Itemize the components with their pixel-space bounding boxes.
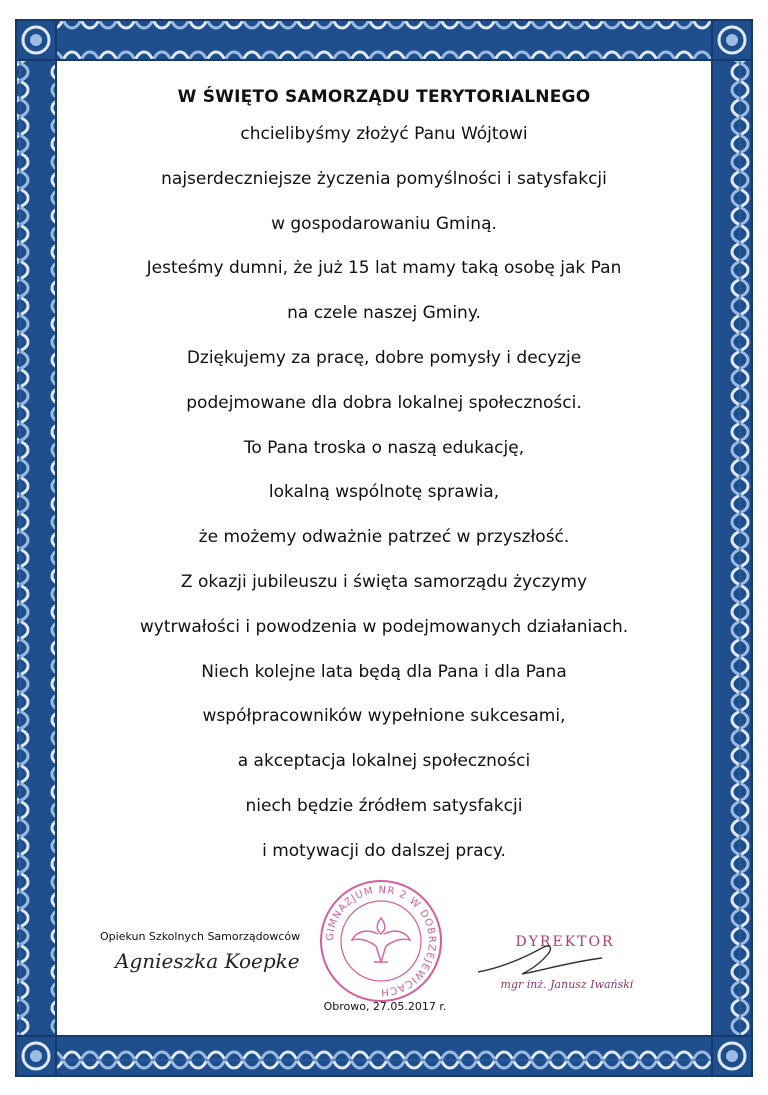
greeting-line: lokalną wspólnotę sprawia,: [268, 482, 500, 503]
guardian-signature: Agnieszka Koepke: [115, 949, 300, 973]
greeting-line: że możemy odważnie patrzeć w przyszłość.: [198, 527, 570, 548]
greeting-line: niech będzie źródłem satysfakcji: [245, 795, 523, 816]
greeting-line: Z okazji jubileuszu i święta samorządu życzymy: [180, 571, 588, 592]
corner-ornament-icon: [16, 20, 56, 60]
stamp-text: GIMNAZJUM NR 2 W DOBRZEJEWICACH: [324, 884, 438, 998]
greeting-line: współpracowników wypełnione sukcesami,: [202, 706, 566, 727]
greeting-line: Dziękujemy za pracę, dobre pomysły i decyzje: [186, 347, 582, 368]
greeting-line: chcielibyśmy złożyć Panu Wójtowi: [240, 124, 528, 144]
corner-ornament-icon: [712, 20, 752, 60]
greeting-line: wytrwałości i powodzenia w podejmowanych działaniach.: [139, 616, 629, 637]
greeting-line: To Pana troska o naszą edukację,: [243, 437, 525, 458]
guardian-role: Opiekun Szkolnych Samorządowców: [100, 930, 301, 943]
greeting-title: W ŚWIĘTO SAMORZĄDU TERYTORIALNEGO: [177, 87, 591, 107]
greeting-line: Niech kolejne lata będą dla Pana i dla Pana: [201, 661, 567, 682]
director-name: mgr inż. Janusz Iwański: [500, 978, 634, 991]
director-title: DYREKTOR: [515, 934, 615, 950]
greeting-body: [60, 72, 708, 874]
greeting-line: a akceptacja lokalnej społeczności: [237, 751, 531, 772]
greeting-line: podejmowane dla dobra lokalnej społeczności.: [186, 392, 582, 413]
corner-ornament-icon: [16, 1036, 56, 1076]
corner-ornament-icon: [712, 1036, 752, 1076]
greeting-line: w gospodarowaniu Gminą.: [271, 213, 497, 234]
greeting-line: na czele naszej Gminy.: [287, 303, 481, 324]
greeting-line: Jesteśmy dumni, że już 15 lat mamy taką osobę jak Pan: [146, 258, 622, 279]
greeting-line: i motywacji do dalszej pracy.: [262, 840, 506, 861]
greeting-line: najserdeczniejsze życzenia pomyślności i satysfakcji: [161, 168, 607, 189]
place-date: Obrowo, 27.05.2017 r.: [323, 1000, 447, 1013]
